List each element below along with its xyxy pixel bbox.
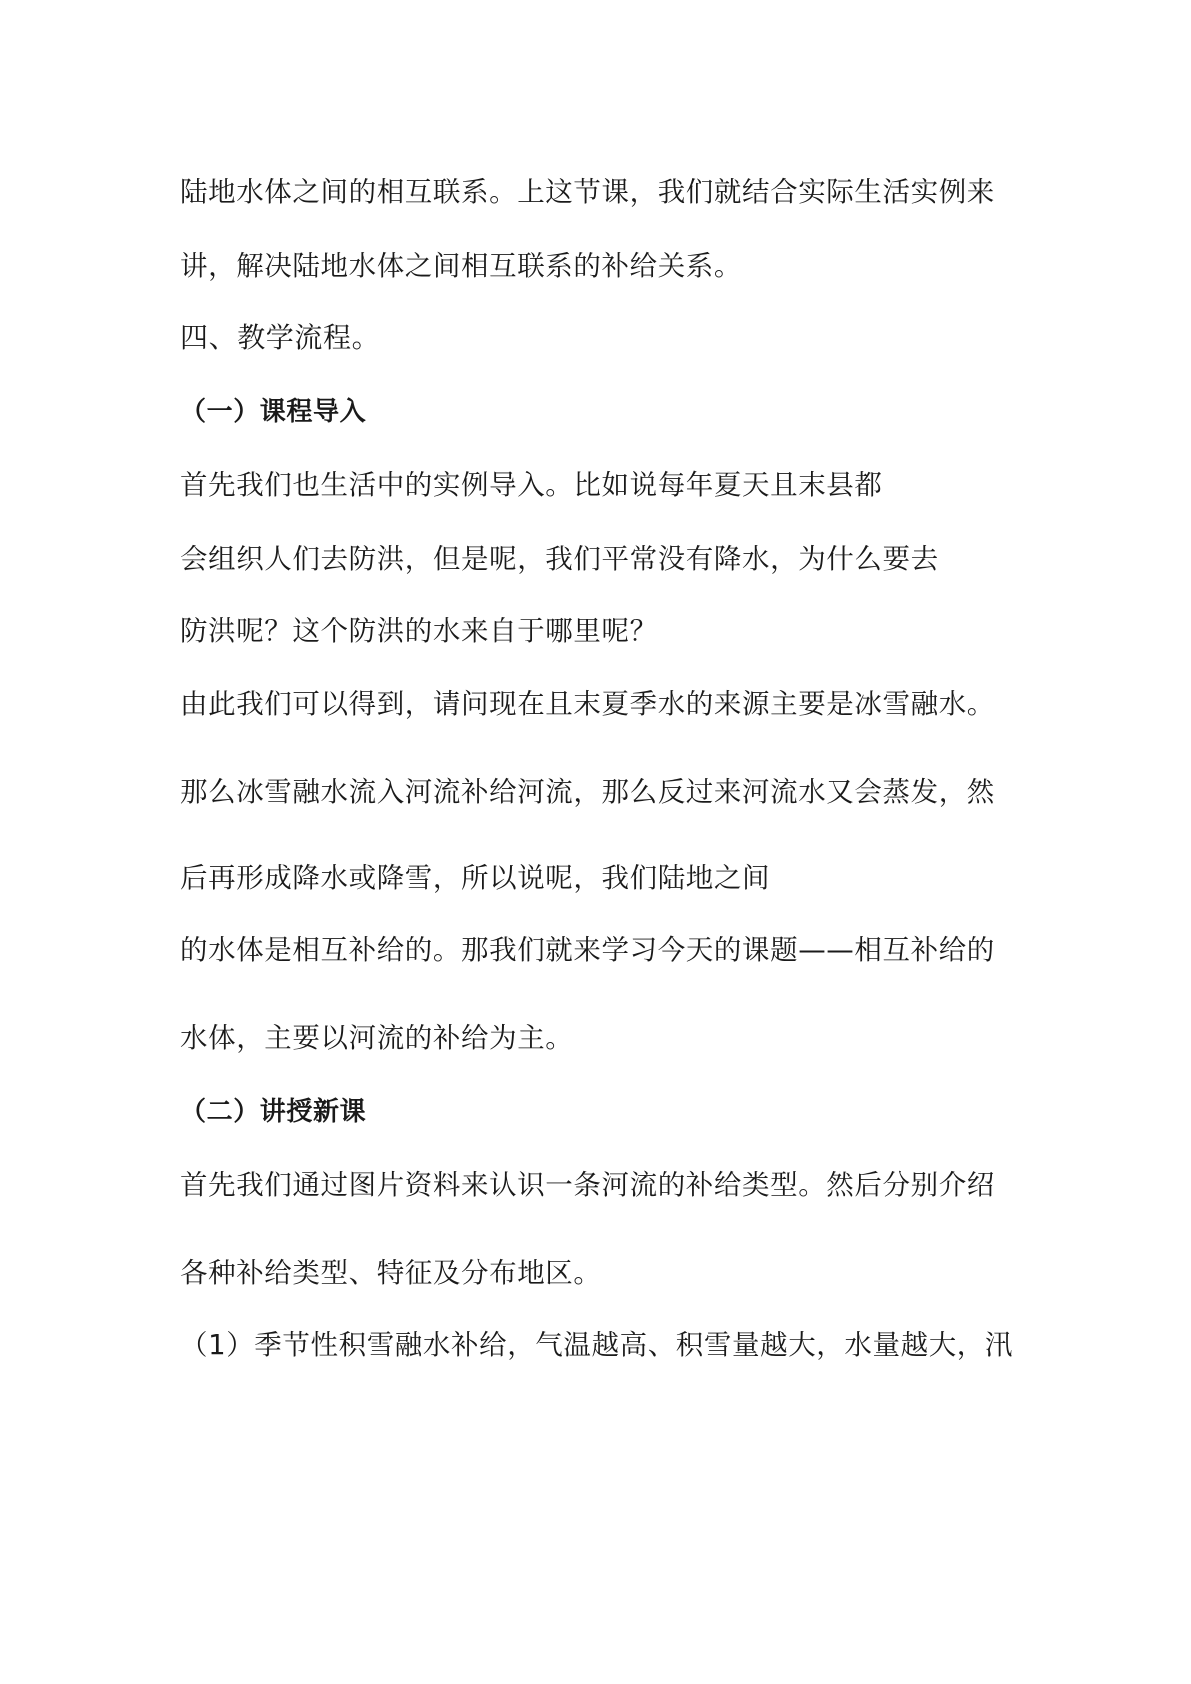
paragraph-line: 由此我们可以得到，请问现在且末夏季水的来源主要是冰雪融水。 — [180, 688, 995, 720]
paragraph-line: 讲，解决陆地水体之间相互联系的补给关系。 — [180, 250, 742, 282]
paragraph-line: 那么冰雪融水流入河流补给河流，那么反过来河流水又会蒸发，然 — [180, 776, 995, 808]
paragraph-line: 首先我们也生活中的实例导入。比如说每年夏天且末县都 — [180, 469, 883, 501]
paragraph-line: 防洪呢？这个防洪的水来自于哪里呢？ — [180, 615, 658, 647]
paragraph-line: 首先我们通过图片资料来认识一条河流的补给类型。然后分别介绍 — [180, 1169, 995, 1201]
paragraph-line: 会组织人们去防洪，但是呢，我们平常没有降水，为什么要去 — [180, 543, 939, 575]
subsection-heading: （一）课程导入 — [180, 397, 367, 427]
subsection-heading: （二）讲授新课 — [180, 1097, 367, 1127]
paragraph-line: 水体，主要以河流的补给为主。 — [180, 1022, 574, 1054]
paragraph-line: 后再形成降水或降雪，所以说呢，我们陆地之间 — [180, 862, 771, 894]
paragraph-line: 的水体是相互补给的。那我们就来学习今天的课题——相互补给的 — [180, 934, 995, 966]
paragraph-line: 陆地水体之间的相互联系。上这节课，我们就结合实际生活实例来 — [180, 176, 995, 208]
paragraph-line: 各种补给类型、特征及分布地区。 — [180, 1257, 602, 1289]
paragraph-line: （1）季节性积雪融水补给，气温越高、积雪量越大，水量越大，汛 — [180, 1329, 1013, 1361]
section-heading: 四、教学流程。 — [180, 321, 381, 354]
